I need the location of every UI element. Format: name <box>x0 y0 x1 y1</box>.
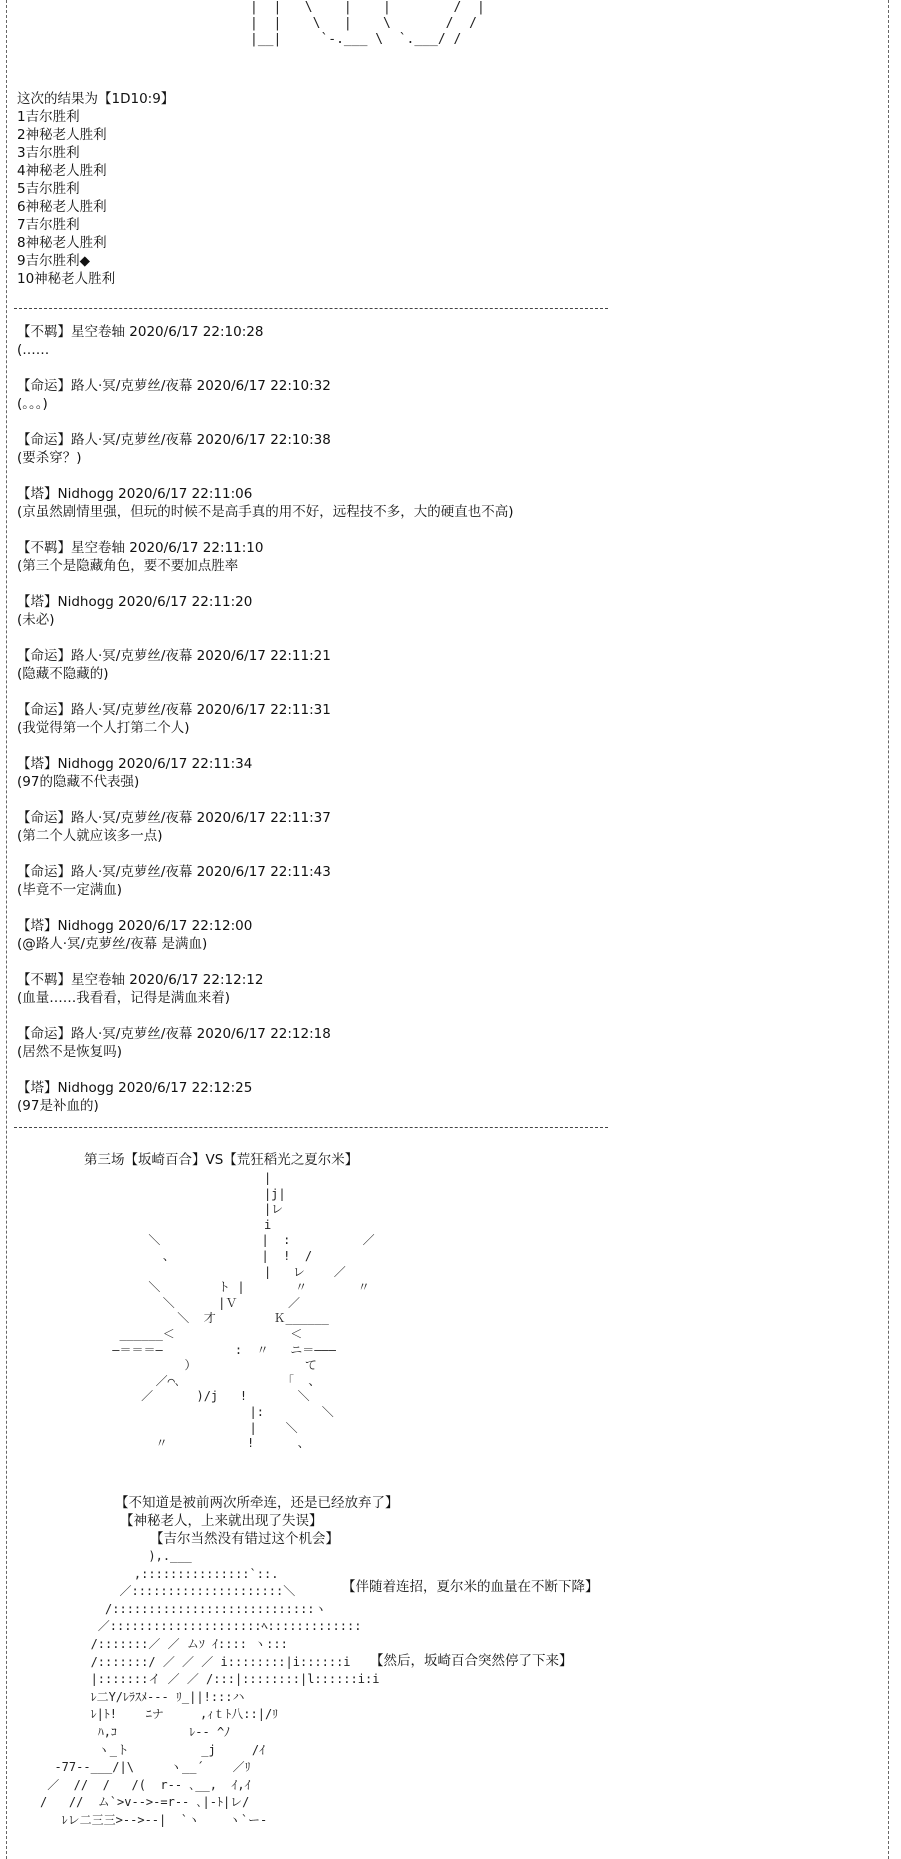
burst-ascii-art: | |j| |レ i ＼ | : ／ 、 | ! / | レ ／ ＼ ト | 〃 〃 ＼ |Ｖ ／ ＼ 才 Ｋ______ ______＜ ＜ ―＝＝＝― : 〃 ニ＝――― ） て ／⌒､ 「 、 ／ )/j ! ＼ |: ＼ | ＼ 〃 ! 、 <box>112 1171 375 1451</box>
chat-message-header: 【命运】路人·冥/克萝丝/夜幕 2020/6/17 22:11:31 <box>17 702 331 718</box>
chat-message-body: (第三个是隐藏角色，要不要加点胜率 <box>17 558 239 574</box>
chat-message-body: (我觉得第一个人打第二个人) <box>17 720 190 736</box>
chat-message <box>17 647 617 701</box>
chat-message-header: 【命运】路人·冥/克萝丝/夜幕 2020/6/17 22:11:21 <box>17 648 331 664</box>
chat-message-header: 【不羁】星空卷轴 2020/6/17 22:10:28 <box>17 324 264 340</box>
result-line: 6神秘老人胜利 <box>17 199 107 215</box>
chat-message-header: 【命运】路人·冥/克萝丝/夜幕 2020/6/17 22:11:43 <box>17 864 331 880</box>
result-line: 2神秘老人胜利 <box>17 127 107 143</box>
figure-ascii-art: ),.___ ,:::::::::::::::`::. ／:::::::::::::::::::::＼ /::::::::::::::::::::::::::::ヽ ／:::::::::::::::::::::ﾍ::::::::::::: /:::::::／ ／ ムｿ ｲ:::: ヽ::: /:::::::/ ／ ／ ／ i::::::::|i::::::i |:::::::イ ／ ／ /:::|::::::::|l::::::i:i ﾚ二Y/ﾚﾗｽﾒ--- ﾘ_||!:::ハ ﾚ|ﾄ! ﾆナ ,ｨｔﾄ八::|/ﾘ ﾊ,ｺ ﾚ-- ^ﾉ ヽ_ト _j /ｲ -77--___/|\ ヽ__´ ／ﾘ ／ // / /( r-- ､__, ｲ,ｲ / // ム`>v-->-=r-- ､|-ﾄ|レ/ ﾚレ二三三>-->--| `ヽ ヽ`ー- <box>40 1549 380 1827</box>
chat-message-body: (京虽然剧情里强，但玩的时候不是高手真的用不好，远程技不多，大的硬直也不高) <box>17 504 514 520</box>
chat-message <box>17 971 617 1025</box>
dice-results <box>17 90 174 288</box>
narration-line: 【然后，坂崎百合突然停了下来】 <box>370 1653 573 1669</box>
result-line: 5吉尔胜利 <box>17 181 80 197</box>
left-page-border <box>6 0 7 1859</box>
caption-line: 【不知道是被前两次所牵连，还是已经放弃了】 <box>115 1495 399 1511</box>
right-page-border <box>888 0 889 1859</box>
chat-message-header: 【命运】路人·冥/克萝丝/夜幕 2020/6/17 22:11:37 <box>17 810 331 826</box>
chat-message-header: 【塔】Nidhogg 2020/6/17 22:11:34 <box>17 756 253 772</box>
chat-message <box>17 485 617 539</box>
narration-line: 【伴随着连招，夏尔米的血量在不断下降】 <box>342 1579 599 1595</box>
caption-line: 【吉尔当然没有错过这个机会】 <box>150 1531 339 1547</box>
chat-divider-top <box>14 308 608 309</box>
caption-line: 【神秘老人，上来就出现了失误】 <box>120 1513 323 1529</box>
chat-log <box>17 323 617 1115</box>
chat-message <box>17 863 617 917</box>
chat-message <box>17 917 617 971</box>
result-line: 10神秘老人胜利 <box>17 271 116 287</box>
top-ascii-art: | | \ | | / | | | \ | \ / / |__| `-.___ \ `.___/ / <box>250 0 485 47</box>
chat-message-body: (未必) <box>17 612 55 628</box>
chat-message-header: 【命运】路人·冥/克萝丝/夜幕 2020/6/17 22:12:18 <box>17 1026 331 1042</box>
chat-message <box>17 809 617 863</box>
chat-message-body: (血量……我看看，记得是满血来着) <box>17 990 231 1006</box>
chat-message-header: 【命运】路人·冥/克萝丝/夜幕 2020/6/17 22:10:32 <box>17 378 331 394</box>
chat-message <box>17 323 617 377</box>
chat-message-header: 【塔】Nidhogg 2020/6/17 22:12:00 <box>17 918 253 934</box>
chat-message-header: 【塔】Nidhogg 2020/6/17 22:11:20 <box>17 594 253 610</box>
chat-message <box>17 701 617 755</box>
chat-message <box>17 593 617 647</box>
scene-title: 第三场【坂崎百合】VS【荒狂稻光之夏尔米】 <box>84 1152 359 1168</box>
chat-message-body: (97是补血的) <box>17 1098 99 1114</box>
chat-message-header: 【塔】Nidhogg 2020/6/17 22:12:25 <box>17 1080 253 1096</box>
result-line: 9吉尔胜利◆ <box>17 253 90 269</box>
chat-message-body: (毕竟不一定满血) <box>17 882 123 898</box>
chat-message <box>17 539 617 593</box>
chat-message-body: (97的隐藏不代表强) <box>17 774 140 790</box>
chat-message-header: 【不羁】星空卷轴 2020/6/17 22:12:12 <box>17 972 264 988</box>
chat-message-body: (要杀穿？) <box>17 450 82 466</box>
result-line: 4神秘老人胜利 <box>17 163 107 179</box>
chat-message <box>17 755 617 809</box>
chat-message-body: (隐藏不隐藏的) <box>17 666 109 682</box>
chat-message-header: 【命运】路人·冥/克萝丝/夜幕 2020/6/17 22:10:38 <box>17 432 331 448</box>
chat-message <box>17 1025 617 1079</box>
chat-message-body: (居然不是恢复吗) <box>17 1044 123 1060</box>
chat-message-header: 【塔】Nidhogg 2020/6/17 22:11:06 <box>17 486 253 502</box>
dice-results-intro: 这次的结果为【1D10:9】 <box>17 91 175 107</box>
chat-message <box>17 431 617 485</box>
result-line: 8神秘老人胜利 <box>17 235 107 251</box>
result-line: 1吉尔胜利 <box>17 109 80 125</box>
chat-message-header: 【不羁】星空卷轴 2020/6/17 22:11:10 <box>17 540 264 556</box>
chat-message-body: (第二个人就应该多一点) <box>17 828 163 844</box>
chat-message-body: (。。。) <box>17 396 48 412</box>
chat-message-body: (…… <box>17 342 50 358</box>
result-line: 7吉尔胜利 <box>17 217 80 233</box>
result-line: 3吉尔胜利 <box>17 145 80 161</box>
chat-message <box>17 1079 617 1115</box>
chat-divider-bottom <box>14 1127 608 1128</box>
chat-message-body: (@路人·冥/克萝丝/夜幕 是满血) <box>17 936 208 952</box>
chat-message <box>17 377 617 431</box>
